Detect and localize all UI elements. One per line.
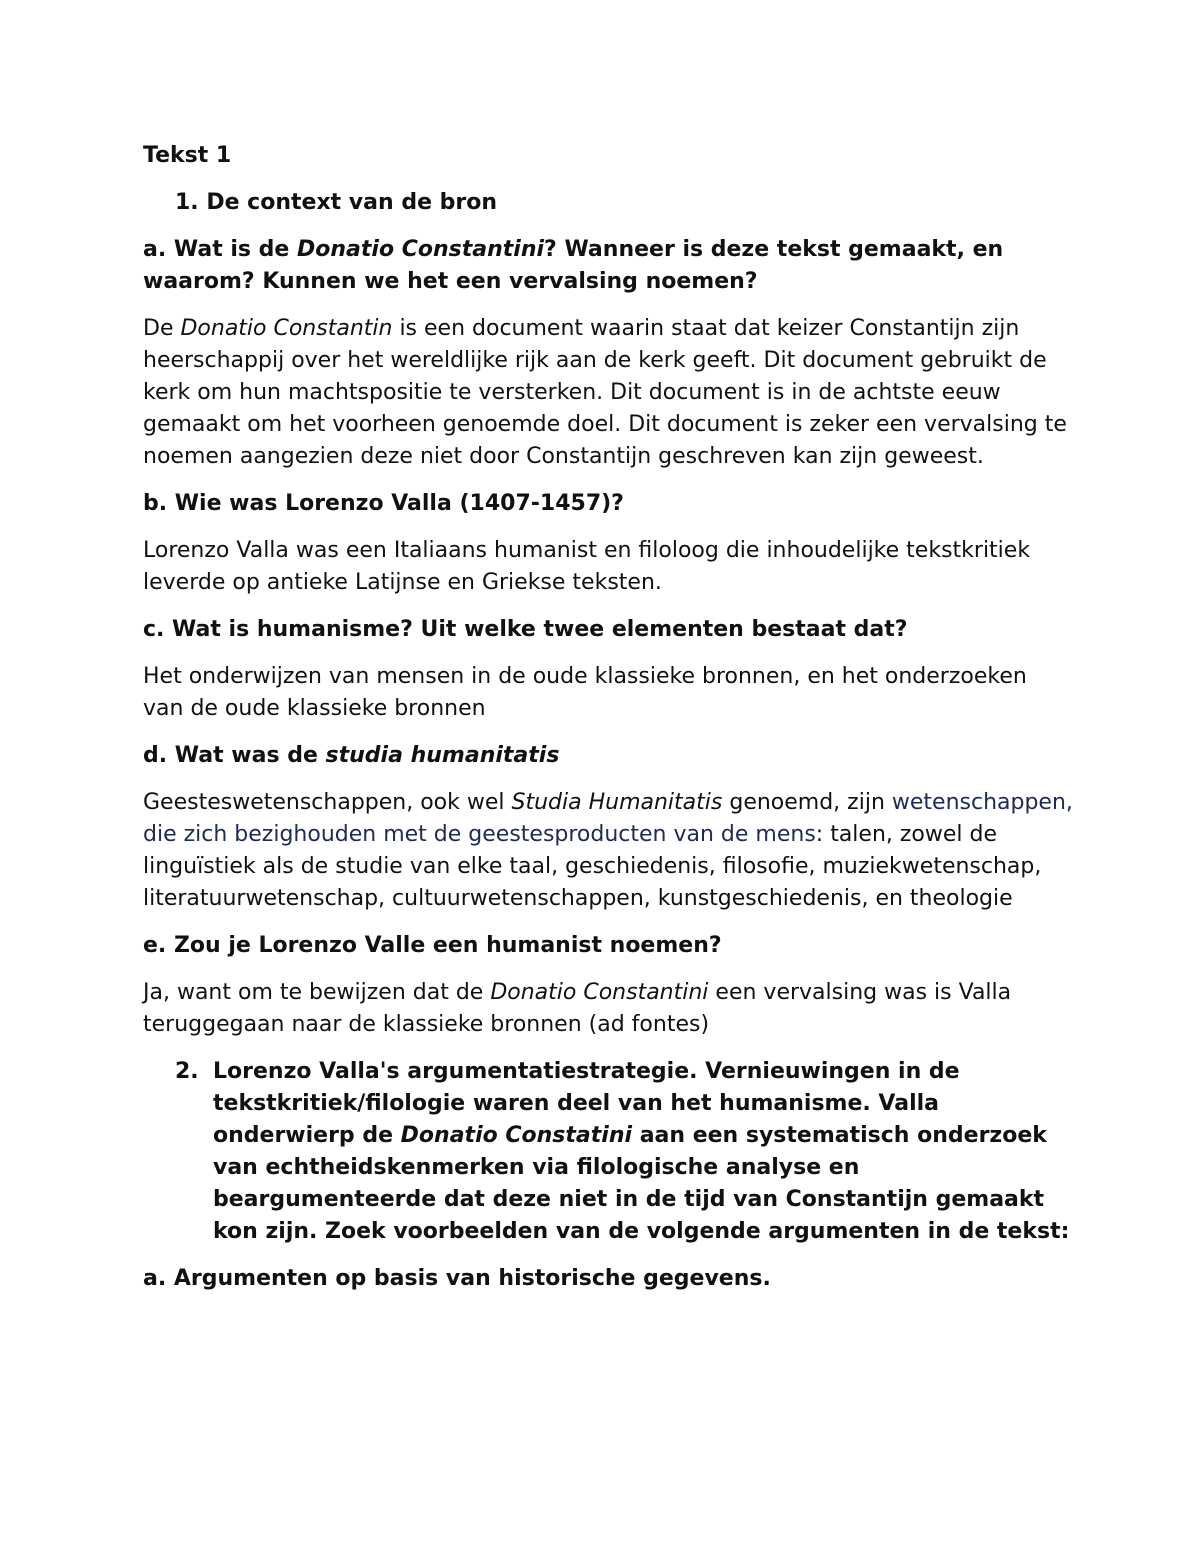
question-a-text-2: ? Wanneer is deze tekst gemaakt, en waarom? Kunnen we het een vervalsing noemen? xyxy=(143,237,1004,294)
answer-d-text-1: Geesteswetenschappen, ook wel xyxy=(143,790,512,815)
answer-d-text-3: : talen, zowel de linguïstiek als de studie van elke taal, geschiedenis, filosofie, muziekwetenschap, literatuurwetenschap, cultuurwetenschappen, kunstgeschiedenis, en theologie xyxy=(143,822,1042,911)
question-d-italic: studia humanitatis xyxy=(325,743,560,768)
answer-b: Lorenzo Valla was een Italiaans humanist en filoloog die inhoudelijke tekstkritiek leverde op antieke Latijnse en Griekse teksten. xyxy=(143,538,1031,595)
answer-e-italic: Donatio Constantini xyxy=(490,980,709,1005)
document-title: Tekst 1 xyxy=(143,143,232,168)
answer-c: Het onderwijzen van mensen in de oude klassieke bronnen, en het onderzoeken van de oude klassieke bronnen xyxy=(143,664,1027,721)
question-e: e. Zou je Lorenzo Valle een humanist noemen? xyxy=(143,933,722,958)
section-1-heading xyxy=(143,187,1073,219)
question-a xyxy=(143,234,1073,298)
question-b: b. Wie was Lorenzo Valla (1407-1457)? xyxy=(143,491,624,516)
answer-d-highlight: wetenschappen, die zich bezighouden met de geestesproducten van de mens xyxy=(143,790,1073,847)
question-a-italic: Donatio Constantini xyxy=(297,237,545,262)
answer-d-italic: Studia Humanitatis xyxy=(511,790,723,815)
question-d-text: d. Wat was de xyxy=(143,743,326,768)
section-2-text xyxy=(213,1056,1073,1248)
section-1-number: 1. xyxy=(175,190,199,215)
section-1-title: De context van de bron xyxy=(206,190,498,215)
answer-a-text-1: De xyxy=(143,316,181,341)
document-body xyxy=(143,140,1073,1310)
section-2-text-2: aan een systematisch onderzoek van echtheidskenmerken via filologische analyse en beargumenteerde dat deze niet in de tijd van Constantijn gemaakt kon zijn. Zoek voorbeelden van de volgende argumenten in de tekst: xyxy=(213,1123,1070,1244)
answer-a-italic: Donatio Constantin xyxy=(180,316,393,341)
section-2-number: 2. xyxy=(175,1059,199,1084)
answer-d-text-2: genoemd, zijn xyxy=(722,790,892,815)
answer-d xyxy=(143,787,1073,915)
question-d xyxy=(143,740,1073,772)
section-2-heading xyxy=(143,1056,1073,1248)
section-2-question-a: a. Argumenten op basis van historische gegevens. xyxy=(143,1266,771,1291)
answer-a xyxy=(143,313,1073,473)
question-a-text-1: a. Wat is de xyxy=(143,237,297,262)
answer-e-text-1: Ja, want om te bewijzen dat de xyxy=(143,980,491,1005)
section-2-text-1: Lorenzo Valla's argumentatiestrategie. Vernieuwingen in de tekstkritiek/filologie waren deel van het humanisme. Valla onderwierp de xyxy=(213,1059,960,1148)
answer-e-text-2: een vervalsing was is Valla teruggegaan naar de klassieke bronnen (ad fontes) xyxy=(143,980,1012,1037)
answer-a-text-2: is een document waarin staat dat keizer Constantijn zijn heerschappij over het wereldlijke rijk aan de kerk geeft. Dit document gebruikt de kerk om hun machtspositie te versterken. Dit document is in de achtste eeuw gemaakt om het voorheen genoemde doel. Dit document is zeker een vervalsing te noemen aangezien deze niet door Constantijn geschreven kan zijn geweest. xyxy=(143,316,1067,469)
question-c: c. Wat is humanisme? Uit welke twee elementen bestaat dat? xyxy=(143,617,908,642)
answer-e xyxy=(143,977,1073,1041)
section-2-italic: Donatio Constatini xyxy=(400,1123,633,1148)
